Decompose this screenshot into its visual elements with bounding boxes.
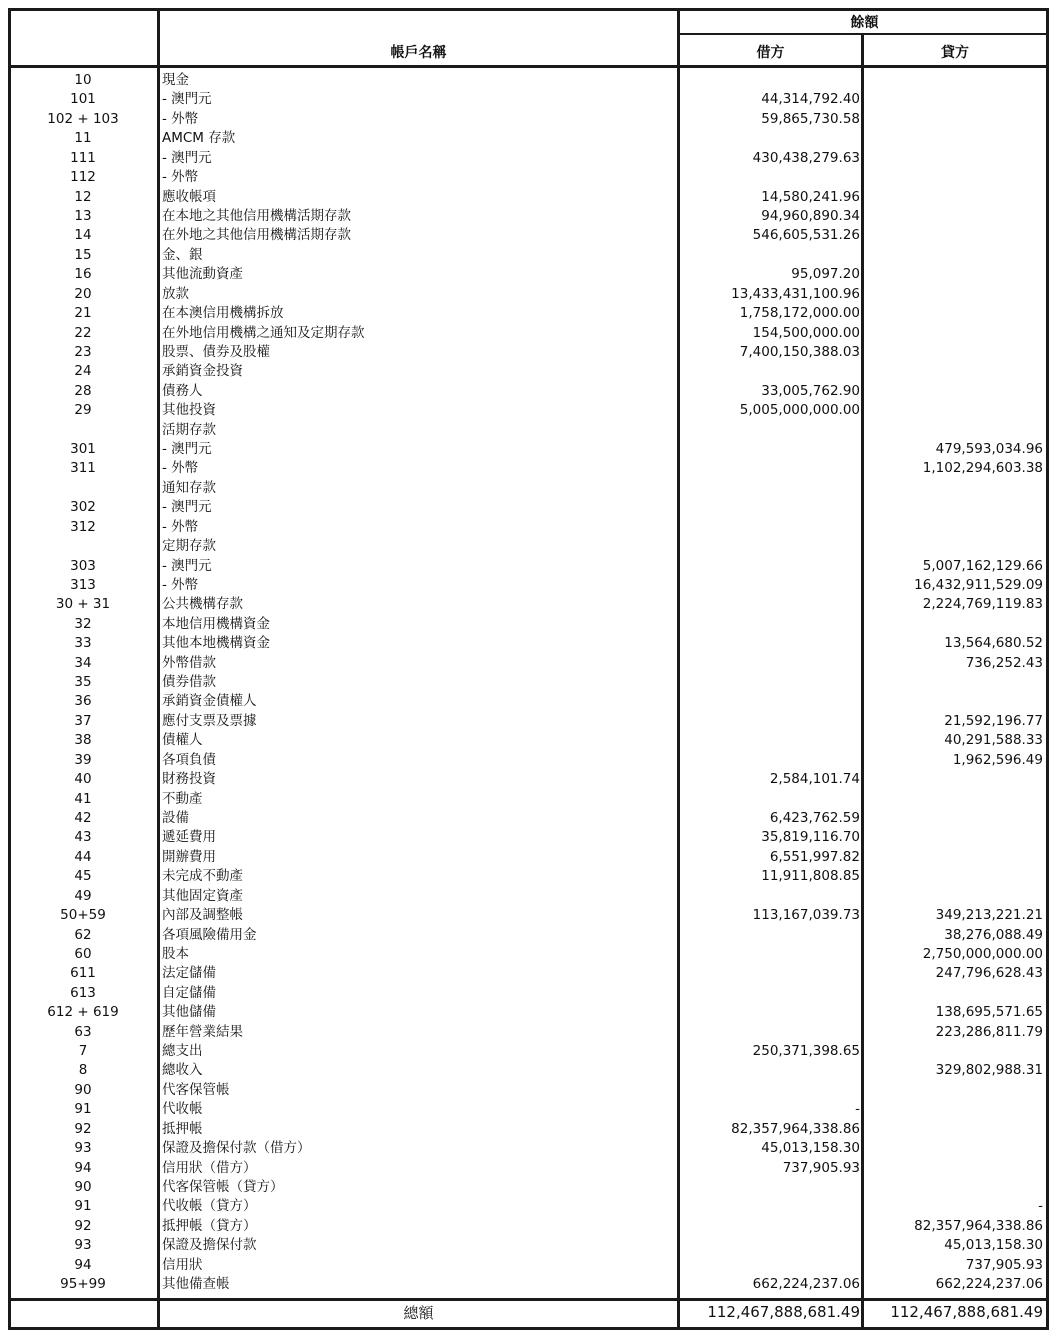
row-debit: 82,357,964,338.86	[731, 1120, 860, 1137]
row-debit: 5,005,000,000.00	[739, 402, 860, 419]
row-code: 36	[74, 693, 92, 710]
row-code: 37	[74, 712, 92, 729]
row-credit: 5,007,162,129.66	[922, 557, 1043, 574]
row-name: 財務投資	[162, 771, 216, 788]
row-credit: 82,357,964,338.86	[914, 1217, 1043, 1234]
row-name: 其他投資	[162, 402, 216, 419]
row-debit: 14,580,241.96	[761, 188, 860, 205]
row-code: 39	[74, 751, 92, 768]
row-code: 90	[74, 1081, 92, 1098]
row-name: - 澳門元	[162, 557, 212, 574]
row-code: 94	[74, 1256, 92, 1273]
row-code: 7	[78, 1043, 88, 1059]
row-debit: 33,005,762.90	[761, 382, 860, 399]
row-code: 313	[70, 576, 96, 593]
row-code: 303	[70, 557, 96, 574]
row-name: 外幣借款	[162, 654, 216, 671]
row-code: 94	[74, 1159, 92, 1176]
balance-header: 餘額	[850, 15, 879, 31]
row-debit: 154,500,000.00	[752, 324, 860, 341]
row-credit: 349,213,221.21	[935, 907, 1043, 924]
row-debit: 6,423,762.59	[769, 810, 860, 826]
row-name: 應收帳項	[162, 188, 216, 205]
row-code: 32	[74, 615, 92, 632]
row-name: 活期存款	[162, 421, 216, 438]
row-credit: 2,750,000,000.00	[922, 945, 1043, 962]
row-code: 62	[74, 926, 92, 943]
row-code: 95+99	[60, 1276, 106, 1292]
row-credit: -	[1038, 1198, 1043, 1215]
row-debit: 6,551,997.82	[769, 848, 860, 865]
row-debit: 737,905.93	[782, 1159, 860, 1176]
row-name: - 外幣	[162, 110, 199, 127]
row-code: 91	[74, 1198, 92, 1215]
row-debit: 11,911,808.85	[761, 868, 860, 885]
row-name: 在本澳信用機構拆放	[162, 305, 284, 321]
row-code: 612 + 619	[47, 1004, 119, 1021]
col-divider-name	[677, 8, 680, 1330]
row-debit: -	[855, 1101, 860, 1118]
row-name: 未完成不動產	[162, 868, 243, 885]
row-name: 其他備查帳	[162, 1276, 230, 1292]
row-name: 金、銀	[162, 246, 203, 263]
row-code: 91	[74, 1101, 92, 1118]
row-name: - 外幣	[162, 460, 199, 477]
row-name: - 澳門元	[162, 91, 212, 108]
row-credit: 1,102,294,603.38	[922, 460, 1043, 477]
row-code: 611	[70, 965, 96, 982]
row-code: 60	[74, 945, 92, 962]
credit-header: 貸方	[941, 45, 969, 61]
row-debit: 662,224,237.06	[752, 1276, 860, 1292]
row-code: 8	[78, 1062, 88, 1079]
row-name: 抵押帳（貸方）	[162, 1217, 257, 1234]
row-code: 22	[74, 324, 92, 341]
row-debit: 250,371,398.65	[752, 1043, 860, 1059]
row-code: 43	[74, 829, 92, 846]
row-debit: 430,438,279.63	[752, 149, 860, 166]
row-code: 50+59	[60, 907, 106, 924]
row-debit: 13,433,431,100.96	[731, 285, 860, 302]
row-code: 13	[74, 207, 92, 224]
account-name-header: 帳戶名稱	[390, 45, 447, 61]
row-code: 16	[74, 266, 92, 283]
row-name: 保證及擔保付款（借方）	[162, 1140, 311, 1157]
row-name: 總收入	[162, 1062, 203, 1079]
row-debit: 59,865,730.58	[761, 110, 860, 127]
row-name: 各項風險備用金	[162, 926, 257, 943]
row-name: 公共機構存款	[162, 596, 243, 613]
row-name: 代客保管帳（貸方）	[162, 1178, 284, 1195]
row-name: 開辦費用	[162, 848, 216, 865]
row-code: 42	[74, 810, 92, 826]
row-name: 在本地之其他信用機構活期存款	[162, 207, 351, 224]
row-name: 抵押帳	[162, 1120, 203, 1137]
table-border-top	[8, 8, 1049, 11]
row-code: 312	[70, 518, 96, 535]
table-border-bottom	[8, 1327, 1049, 1330]
row-name: 債權人	[162, 732, 203, 749]
row-name: 各項負債	[162, 751, 216, 768]
row-credit: 16,432,911,529.09	[914, 576, 1043, 593]
row-name: 內部及調整帳	[162, 907, 243, 924]
row-name: 保證及擔保付款	[162, 1237, 257, 1254]
row-code: 35	[74, 674, 92, 690]
row-name: 其他儲備	[162, 1004, 216, 1021]
row-debit: 94,960,890.34	[761, 207, 860, 224]
row-code: 40	[74, 771, 92, 788]
row-credit: 138,695,571.65	[935, 1004, 1043, 1021]
row-code: 112	[70, 169, 96, 186]
row-code: 21	[74, 305, 92, 321]
row-code: 90	[74, 1178, 92, 1195]
row-code: 111	[70, 149, 96, 166]
row-name: - 外幣	[162, 518, 199, 535]
row-name: 其他固定資產	[162, 887, 243, 904]
row-code: 34	[74, 654, 92, 671]
row-name: - 外幣	[162, 576, 199, 593]
row-credit: 40,291,588.33	[944, 732, 1043, 749]
row-debit: 45,013,158.30	[761, 1140, 860, 1157]
row-debit: 2,584,101.74	[769, 771, 860, 788]
row-credit: 223,286,811.79	[935, 1023, 1043, 1040]
row-code: 311	[70, 460, 96, 477]
row-credit: 13,564,680.52	[944, 635, 1043, 652]
total-top-line	[8, 1298, 1049, 1301]
row-name: 應付支票及票據	[162, 712, 257, 729]
row-code: 63	[74, 1023, 92, 1040]
row-name: 代收帳（貸方）	[162, 1198, 257, 1215]
row-code: 20	[74, 285, 92, 302]
row-credit: 21,592,196.77	[944, 712, 1043, 729]
row-code: 28	[74, 382, 92, 399]
row-name: 法定儲備	[162, 965, 216, 982]
row-name: 總支出	[162, 1043, 203, 1059]
header-bottom-line	[8, 65, 1049, 68]
row-name: 在外地之其他信用機構活期存款	[162, 227, 351, 244]
balance-underline	[677, 33, 1049, 35]
row-debit: 35,819,116.70	[761, 829, 860, 846]
row-code: 12	[74, 188, 92, 205]
row-name: 信用狀	[162, 1256, 203, 1273]
row-name: 債務人	[162, 382, 203, 399]
row-name: 通知存款	[162, 479, 216, 496]
row-code: 92	[74, 1217, 92, 1234]
row-credit: 2,224,769,119.83	[922, 596, 1043, 613]
row-name: 設備	[162, 810, 189, 826]
row-code: 24	[74, 363, 92, 380]
row-name: 放款	[162, 285, 189, 302]
total-label: 總額	[403, 1304, 434, 1322]
row-code: 92	[74, 1120, 92, 1137]
row-code: 93	[74, 1237, 92, 1254]
row-code: 302	[70, 499, 96, 516]
row-name: 股本	[162, 945, 189, 962]
row-code: 38	[74, 732, 92, 749]
row-code: 613	[70, 984, 96, 1001]
debit-header: 借方	[756, 45, 785, 61]
row-debit: 1,758,172,000.00	[739, 305, 860, 321]
row-name: 代收帳	[162, 1101, 203, 1118]
row-code: 102 + 103	[47, 110, 119, 127]
row-credit: 38,276,088.49	[944, 926, 1043, 943]
row-name: 定期存款	[162, 538, 216, 555]
row-code: 101	[70, 91, 96, 108]
row-name: 承銷資金投資	[162, 363, 243, 380]
row-debit: 95,097.20	[791, 266, 860, 283]
row-name: 債券借款	[162, 674, 216, 690]
total-credit: 112,467,888,681.49	[890, 1303, 1043, 1321]
row-credit: 45,013,158.30	[944, 1237, 1043, 1254]
row-code: 93	[74, 1140, 92, 1157]
row-code: 41	[74, 790, 92, 807]
row-name: 股票、債券及股權	[162, 343, 270, 360]
table-border-right	[1046, 8, 1049, 1330]
row-name: 代客保管帳	[162, 1081, 230, 1098]
row-name: 其他流動資產	[162, 266, 243, 283]
row-code: 29	[74, 402, 92, 419]
row-name: 在外地信用機構之通知及定期存款	[162, 324, 365, 341]
row-name: 歷年營業結果	[162, 1023, 243, 1040]
row-code: 15	[74, 246, 92, 263]
row-name: - 澳門元	[162, 441, 212, 457]
row-code: 11	[74, 130, 92, 147]
total-debit: 112,467,888,681.49	[707, 1303, 860, 1321]
row-code: 44	[74, 848, 92, 865]
row-name: 自定儲備	[162, 984, 216, 1001]
row-code: 301	[70, 441, 96, 457]
row-code: 23	[74, 343, 92, 360]
row-code: 45	[74, 868, 92, 885]
row-name: 不動產	[162, 790, 203, 807]
row-name: - 澳門元	[162, 499, 212, 516]
row-credit: 247,796,628.43	[935, 965, 1043, 982]
row-debit: 113,167,039.73	[752, 907, 860, 924]
row-credit: 1,962,596.49	[952, 751, 1043, 768]
row-debit: 44,314,792.40	[761, 91, 860, 108]
row-credit: 737,905.93	[965, 1256, 1043, 1273]
row-name: 其他本地機構資金	[162, 635, 270, 652]
row-debit: 7,400,150,388.03	[739, 343, 860, 360]
row-name: - 外幣	[162, 169, 199, 186]
row-credit: 662,224,237.06	[935, 1276, 1043, 1292]
row-name: 遞延費用	[162, 829, 216, 846]
row-name: 本地信用機構資金	[162, 615, 270, 632]
row-code: 49	[74, 887, 92, 904]
row-code: 14	[74, 227, 92, 244]
row-credit: 479,593,034.96	[935, 441, 1043, 457]
row-code: 33	[74, 635, 92, 652]
row-name: 信用狀（借方）	[162, 1159, 257, 1176]
row-name: 現金	[162, 72, 189, 88]
row-credit: 329,802,988.31	[935, 1062, 1043, 1079]
row-credit: 736,252.43	[965, 654, 1043, 671]
row-name: 承銷資金債權人	[162, 693, 257, 710]
row-name: - 澳門元	[162, 149, 212, 166]
col-divider-debit	[861, 34, 864, 1330]
row-code: 30 + 31	[55, 596, 111, 613]
row-code: 10	[74, 72, 92, 88]
row-debit: 546,605,531.26	[752, 227, 860, 244]
row-name: AMCM 存款	[162, 130, 236, 147]
